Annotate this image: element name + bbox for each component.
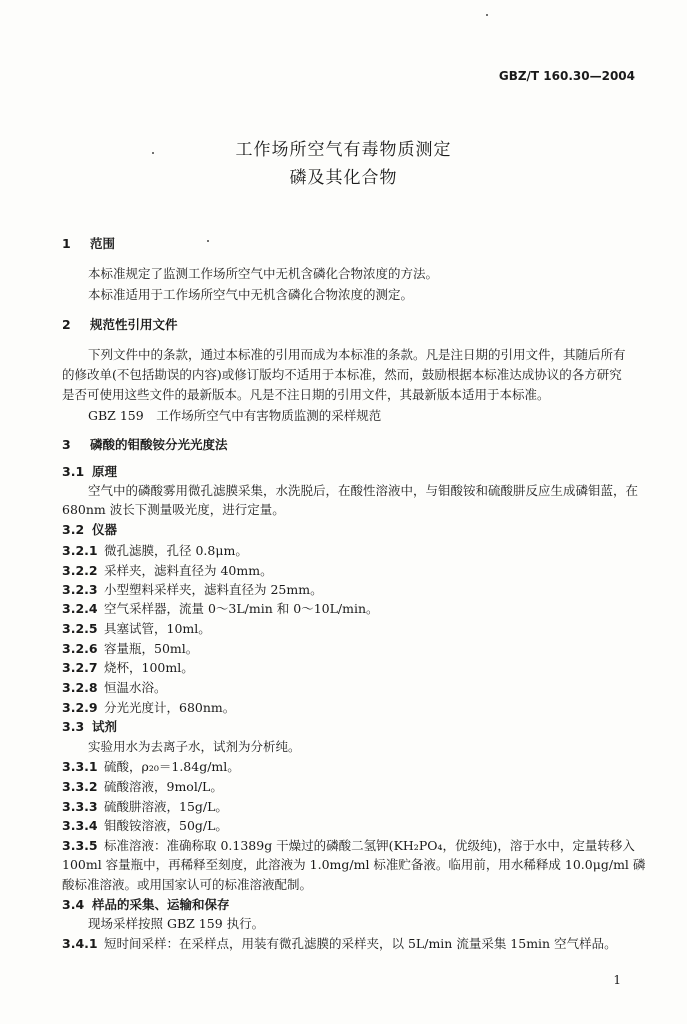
item-text: 微孔滤膜，孔径 0.8μm。: [104, 543, 248, 558]
item-text: 硫酸，ρ₂₀＝1.84g/ml。: [104, 759, 240, 774]
item-text: 空气采样器，流量 0～3L/min 和 0～10L/min。: [104, 601, 379, 616]
item-text: 采样夹，滤料直径为 40mm。: [104, 563, 273, 578]
scan-speck: [207, 240, 209, 242]
sec3-3-intro: 实验用水为去离子水，试剂为分析纯。: [88, 739, 301, 754]
section-title: 磷酸的钼酸铵分光光度法: [90, 437, 228, 452]
item-number: 3.3.3: [62, 799, 98, 814]
list-item: [62, 836, 635, 854]
section-title: 规范性引用文件: [90, 317, 178, 332]
subsection-title: 样品的采集、运输和保存: [92, 897, 230, 912]
item-number: 3.2.4: [62, 601, 98, 616]
item-3-3-5-line2: 100ml 容量瓶中，再稀释至刻度，此溶液为 1.0mg/ml 标准贮备液。临用前，用水稀释成 10.0μg/ml 磷: [62, 857, 646, 872]
section-title: 范围: [90, 236, 116, 251]
subsection-title: 仪器: [92, 522, 118, 537]
subsection-3-1-heading: [62, 462, 117, 480]
section-number: 2: [62, 317, 71, 332]
section-2-heading: [62, 315, 178, 333]
subsection-3-4-heading: [62, 895, 230, 913]
item-text: 恒温水浴。: [104, 680, 167, 695]
doc-title-line2: 磷及其化合物: [289, 168, 398, 188]
sec1-para1: 本标准规定了监测工作场所空气中无机含磷化合物浓度的方法。: [88, 266, 439, 281]
sec2-para-line2: 的修改单(不包括勘误的内容)或修订版均不适用于本标准，然而，鼓励根据本标准达成协议的各方研究: [62, 367, 622, 382]
item-text: 小型塑料采样夹，滤料直径为 25mm。: [104, 582, 323, 597]
list-item: [62, 541, 248, 559]
list-item: [62, 777, 223, 795]
subsection-number: 3.2: [62, 522, 85, 537]
item-text: 标准溶液：准确称取 0.1389g 干燥过的磷酸二氢钾(KH₂PO₄，优级纯)，溶于水中，定量转移入: [104, 838, 635, 853]
subsection-3-2-heading: [62, 520, 117, 538]
doc-title-line1: 工作场所空气有毒物质测定: [235, 140, 452, 160]
list-item: [62, 797, 228, 815]
subsection-3-3-heading: [62, 717, 117, 735]
list-item: [62, 757, 240, 775]
item-number: 3.3.2: [62, 779, 98, 794]
sec2-reference: GBZ 159 工作场所空气中有害物质监测的采样规范: [88, 408, 382, 423]
list-item: [62, 934, 617, 952]
scan-speck: [486, 14, 488, 16]
item-text: 烧杯，100ml。: [104, 660, 194, 675]
section-number: 3: [62, 437, 71, 452]
list-item: [62, 658, 194, 676]
list-item: [62, 698, 235, 716]
item-number: 3.2.2: [62, 563, 98, 578]
item-number: 3.3.1: [62, 759, 98, 774]
subsection-title: 试剂: [92, 719, 118, 734]
sec3-4-intro: 现场采样按照 GBZ 159 执行。: [88, 916, 265, 931]
section-1-heading: [62, 234, 115, 252]
section-number: 1: [62, 236, 71, 251]
item-text: 钼酸铵溶液，50g/L。: [104, 818, 228, 833]
item-text: 硫酸肼溶液，15g/L。: [104, 799, 228, 814]
sec3-1-line2: 680nm 波长下测量吸光度，进行定量。: [62, 502, 285, 517]
item-text: 具塞试管，10ml。: [104, 621, 211, 636]
subsection-number: 3.4: [62, 897, 85, 912]
item-number: 3.2.5: [62, 621, 98, 636]
item-text: 分光光度计，680nm。: [104, 700, 236, 715]
item-number: 3.2.1: [62, 543, 98, 558]
item-3-3-5-line3: 酸标准溶液。或用国家认可的标准溶液配制。: [62, 877, 313, 892]
standard-code: GBZ/T 160.30—2004: [498, 69, 635, 83]
subsection-number: 3.3: [62, 719, 85, 734]
page-number: 1: [613, 973, 621, 987]
item-number: 3.2.6: [62, 641, 98, 656]
sec2-para-line1: 下列文件中的条款，通过本标准的引用而成为本标准的条款。凡是注日期的引用文件，其随后所有: [88, 347, 626, 362]
item-number: 3.4.1: [62, 936, 98, 951]
item-number: 3.2.8: [62, 680, 98, 695]
list-item: [62, 561, 273, 579]
sec3-1-line1: 空气中的磷酸雾用微孔滤膜采集，水洗脱后，在酸性溶液中，与钼酸铵和硫酸肼反应生成磷钼蓝，在: [88, 483, 639, 498]
item-text: 容量瓶，50ml。: [104, 641, 199, 656]
scan-speck: [152, 152, 154, 154]
item-number: 3.2.9: [62, 700, 98, 715]
subsection-title: 原理: [92, 464, 118, 479]
item-number: 3.2.3: [62, 582, 98, 597]
sec2-para-line3: 是否可使用这些文件的最新版本。凡是不注日期的引用文件，其最新版本适用于本标准。: [62, 387, 550, 402]
section-3-heading: [62, 435, 228, 453]
list-item: [62, 678, 167, 696]
item-text: 硫酸溶液，9mol/L。: [104, 779, 223, 794]
item-number: 3.2.7: [62, 660, 98, 675]
item-number: 3.3.5: [62, 838, 98, 853]
list-item: [62, 639, 198, 657]
sec1-para2: 本标准适用于工作场所空气中无机含磷化合物浓度的测定。: [88, 287, 414, 302]
item-number: 3.3.4: [62, 818, 98, 833]
list-item: [62, 580, 323, 598]
item-text: 短时间采样：在采样点，用装有微孔滤膜的采样夹，以 5L/min 流量采集 15min 空气样品。: [104, 936, 617, 951]
list-item: [62, 599, 379, 617]
list-item: [62, 619, 211, 637]
list-item: [62, 816, 228, 834]
subsection-number: 3.1: [62, 464, 85, 479]
